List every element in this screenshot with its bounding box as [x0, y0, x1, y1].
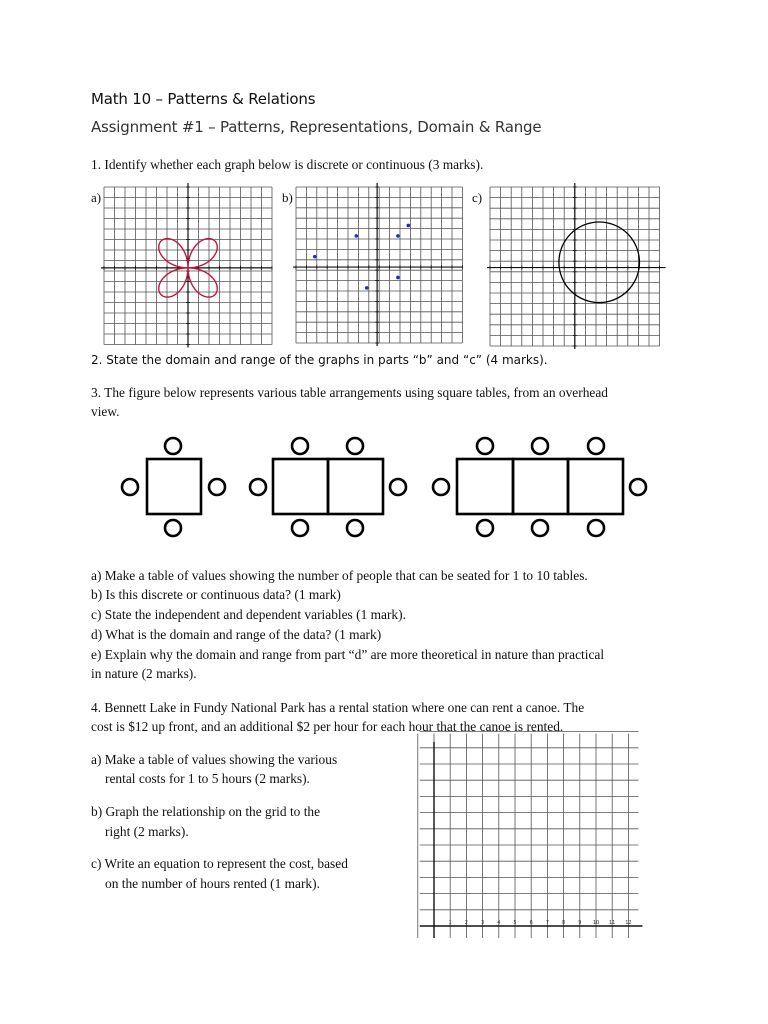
page-subtitle: Assignment #1 – Patterns, Representations, Domain & Range [91, 118, 542, 136]
q3-part-b: b) Is this discrete or continuous data? (1 mark) [91, 587, 341, 602]
table-2-square [273, 459, 328, 514]
chair [477, 438, 493, 454]
x-tick-label: 7 [545, 920, 549, 926]
chair [477, 520, 493, 536]
table-3-square [457, 459, 513, 514]
x-tick-label: 2 [464, 920, 468, 926]
q1-text: 1. Identify whether each graph below is discrete or continuous (3 marks). [91, 157, 484, 172]
chair [588, 438, 604, 454]
x-tick-label: 9 [578, 920, 582, 926]
data-point [396, 234, 400, 238]
x-tick-label: 4 [497, 920, 501, 926]
data-point [407, 224, 411, 228]
x-tick-label: 1 [448, 920, 452, 926]
data-point [355, 234, 359, 238]
x-tick-label: 6 [529, 920, 533, 926]
q4-part-c-line1: c) Write an equation to represent the cost, based [91, 856, 348, 871]
data-point [313, 255, 317, 259]
q3-part-a: a) Make a table of values showing the number of people that can be seated for 1 to 10 tables. [91, 568, 588, 583]
x-tick-label: 11 [609, 920, 616, 926]
x-tick-label: 8 [562, 920, 566, 926]
q3-part-d: d) What is the domain and range of the data? (1 mark) [91, 627, 382, 642]
chair [433, 479, 449, 495]
q1-label-a: a) [91, 190, 102, 205]
chair [122, 479, 138, 495]
q3-part-e: e) Explain why the domain and range from part “d” are more theoretical in nature than practical [91, 647, 605, 662]
chair [292, 438, 308, 454]
page-title: Math 10 – Patterns & Relations [91, 90, 316, 108]
table-1-square [147, 459, 201, 514]
table-2-square [328, 459, 383, 514]
table-arrangements-figure [110, 430, 660, 540]
q2-text: 2. State the domain and range of the graphs in parts “b” and “c” (4 marks). [91, 353, 548, 367]
chair [165, 438, 181, 454]
chair [292, 520, 308, 536]
grid-lines [418, 732, 639, 938]
q4-part-a-line2: rental costs for 1 to 5 hours (2 marks). [105, 771, 310, 786]
chair [532, 520, 548, 536]
q4-part-b-line1: b) Graph the relationship on the grid to the [91, 804, 321, 819]
q3-part-c: c) State the independent and dependent variables (1 mark). [91, 607, 406, 622]
chair [165, 520, 181, 536]
chair [588, 520, 604, 536]
x-tick-label: 12 [625, 920, 632, 926]
chair [347, 438, 363, 454]
q4-part-a-line1: a) Make a table of values showing the various [91, 752, 338, 767]
graph-b-points [296, 187, 462, 349]
q3-intro-line2: view. [91, 404, 120, 419]
chair [532, 438, 548, 454]
data-point [365, 286, 369, 290]
graph-c-circle [490, 187, 662, 349]
chair [209, 479, 225, 495]
x-tick-label: 10 [592, 920, 600, 926]
q3-intro-line1: 3. The figure below represents various table arrangements using square tables, from an overhead [91, 385, 608, 400]
x-tick-label: 5 [513, 920, 517, 926]
q4-intro-line1: 4. Bennett Lake in Fundy National Park has a rental station where one can rent a canoe. The [91, 700, 585, 715]
q1-label-b: b) [282, 190, 293, 205]
chair [390, 479, 406, 495]
graph-a-flower [104, 187, 274, 349]
circle-curve [559, 222, 640, 303]
q3-part-e-cont: in nature (2 marks). [91, 666, 197, 681]
q4-blank-grid [420, 740, 640, 944]
chair [250, 479, 266, 495]
q4-part-b-line2: right (2 marks). [105, 824, 189, 839]
q1-label-c: c) [472, 190, 483, 205]
q4-part-c-line2: on the number of hours rented (1 mark). [105, 876, 320, 891]
x-tick-label: 3 [481, 920, 485, 926]
table-3-square [568, 459, 623, 514]
table-3-square [513, 459, 568, 514]
grid-lines [296, 187, 462, 343]
data-point [396, 276, 400, 280]
chair [630, 479, 646, 495]
chair [347, 520, 363, 536]
q4-intro-line2: cost is $12 up front, and an additional $2 per hour for each hour that the canoe is rented. [91, 719, 564, 734]
